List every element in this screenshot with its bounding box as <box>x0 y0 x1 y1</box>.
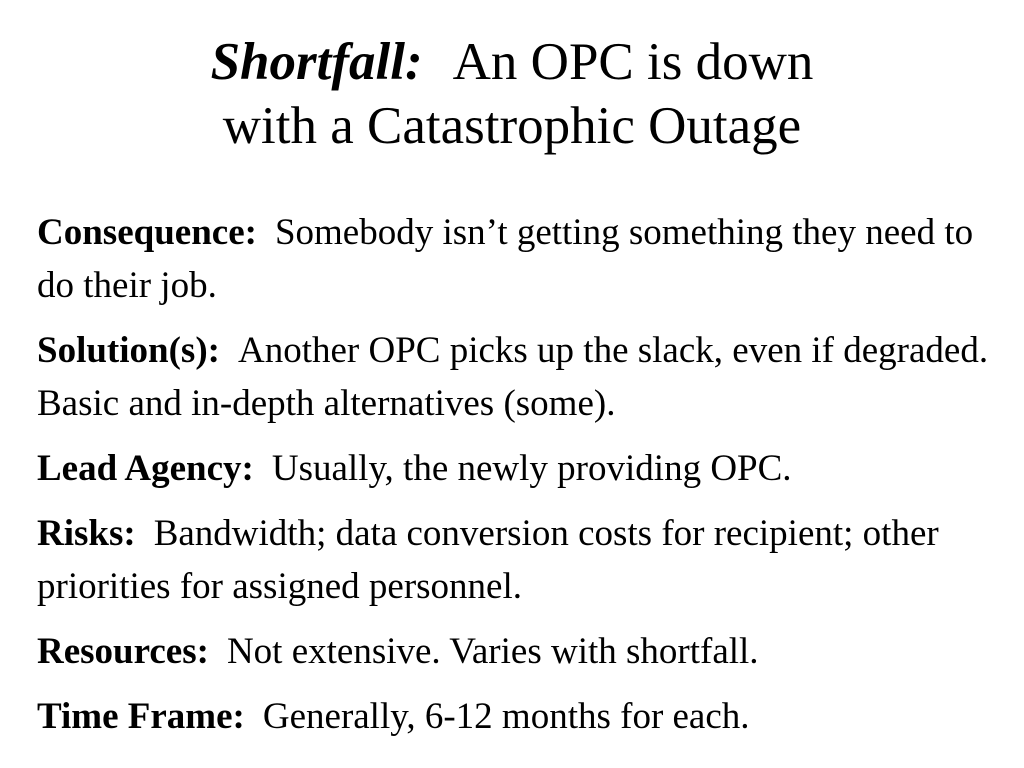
item-text: Another OPC picks up the slack, even if degraded. Basic and in-depth alternatives (some). <box>37 330 989 424</box>
item-text: Generally, 6-12 months for each. <box>262 696 750 737</box>
title-lead: Shortfall: <box>210 33 423 91</box>
item-lead-agency <box>37 442 1007 495</box>
title-line-1: An OPC is down <box>452 33 814 91</box>
item-label: Resources: <box>37 631 209 672</box>
item-time-frame <box>37 690 1007 743</box>
item-label: Solution(s): <box>37 330 220 371</box>
item-risks <box>37 507 1007 613</box>
item-resources <box>37 625 1007 678</box>
item-label: Risks: <box>37 513 136 554</box>
title-line-2: with a Catastrophic Outage <box>222 97 802 155</box>
slide-title <box>0 30 1024 158</box>
item-solutions <box>37 324 1007 430</box>
item-text: Not extensive. Varies with shortfall. <box>226 631 759 672</box>
item-text: Somebody isn’t getting something they need to do their job. <box>37 212 974 306</box>
item-text: Bandwidth; data conversion costs for recipient; other priorities for assigned personnel. <box>37 513 939 607</box>
item-label: Consequence: <box>37 212 257 253</box>
item-label: Lead Agency: <box>37 448 254 489</box>
item-text: Usually, the newly providing OPC. <box>271 448 792 489</box>
slide-body <box>37 206 1007 755</box>
item-label: Time Frame: <box>37 696 245 737</box>
item-consequence <box>37 206 1007 312</box>
